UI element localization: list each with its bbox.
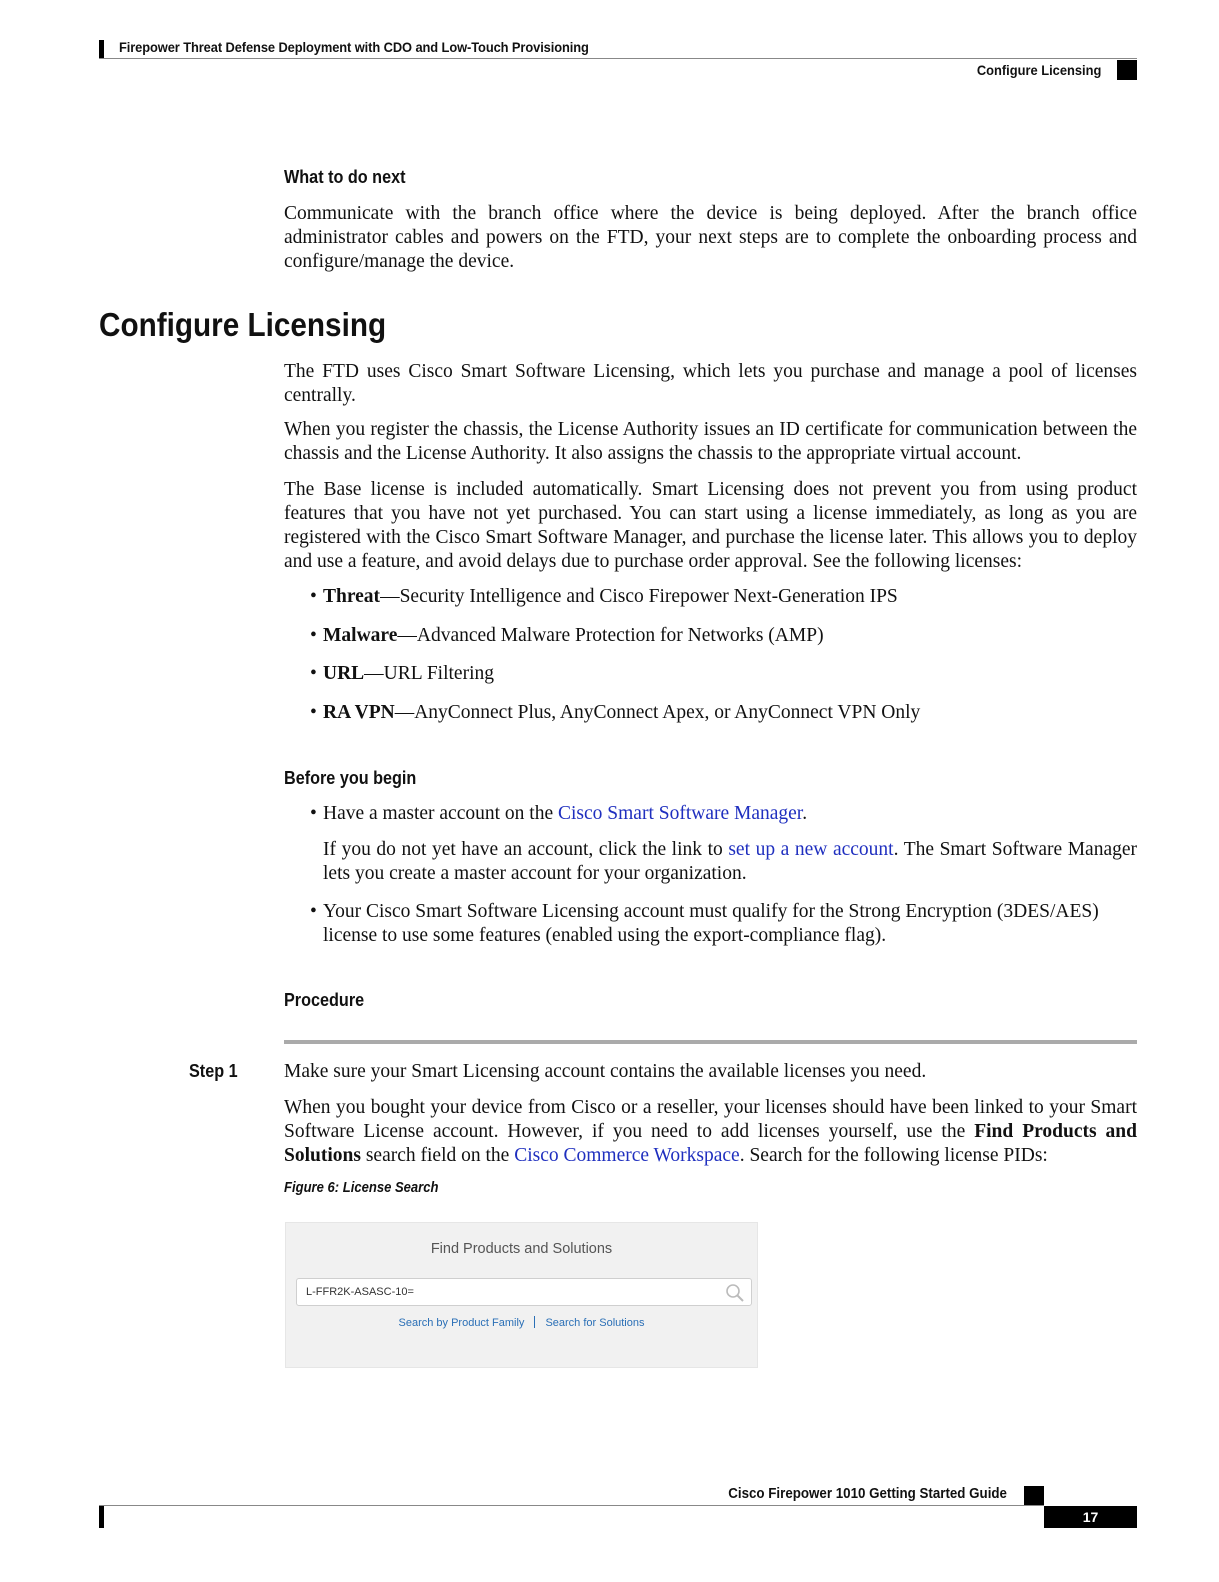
header-doc-title: Firepower Threat Defense Deployment with CDO and Low-Touch Provisioning bbox=[119, 39, 589, 55]
find-products-bold: Find Products and Solutions bbox=[284, 1121, 1137, 1166]
product-search-value: L-FFR2K-ASASC-10= bbox=[306, 1286, 414, 1298]
footer-bar bbox=[99, 1506, 104, 1528]
search-by-product-family-link[interactable]: Search by Product Family bbox=[398, 1317, 525, 1329]
configure-paragraph-3: The Base license is included automatically. Smart Licensing does not prevent you from using product features that you have not yet purchased. You can start using a license immediately, as long as you are registered with the Cisco Smart Software Manager, and purchase the license later. This allows you to deploy and use a feature, and avoid delays due to purchase order approval. See the following licenses: bbox=[284, 479, 1137, 572]
step-paragraph bbox=[284, 1096, 1137, 1168]
section-heading: Configure Licensing bbox=[99, 306, 387, 343]
configure-paragraph-2: When you register the chassis, the License Authority issues an ID certificate for communication between the chassis and the License Authority. It also assigns the chassis to the appropriate virtual account. bbox=[284, 419, 1137, 464]
license-desc: —Advanced Malware Protection for Networks (AMP) bbox=[397, 625, 824, 646]
before-bullet-2: • Your Cisco Smart Software Licensing account must qualify for the Strong Encryption (3DES/AES) license to use some features (enabled using the export-compliance flag). bbox=[310, 901, 1099, 946]
license-search-figure bbox=[285, 1222, 758, 1368]
license-item: • Threat—Security Intelligence and Cisco Firepower Next-Generation IPS bbox=[310, 586, 898, 607]
license-item: • URL—URL Filtering bbox=[310, 663, 494, 684]
license-item: • RA VPN—AnyConnect Plus, AnyConnect Apex, or AnyConnect VPN Only bbox=[310, 702, 921, 723]
before-bullet-1: • Have a master account on the Cisco Smart Software Manager. bbox=[310, 803, 808, 824]
figure-links bbox=[286, 1316, 757, 1329]
footer-rule bbox=[99, 1505, 1044, 1506]
figure-caption: Figure 6: License Search bbox=[284, 1180, 439, 1196]
configure-paragraph-1: The FTD uses Cisco Smart Software Licensing, which lets you purchase and manage a pool of licenses centrally. bbox=[284, 361, 1137, 406]
step-text-part: . Search for the following license PIDs: bbox=[739, 1145, 1048, 1166]
header-rule bbox=[99, 58, 1137, 59]
smart-software-manager-link[interactable]: Cisco Smart Software Manager bbox=[557, 803, 803, 824]
new-account-link[interactable]: set up a new account bbox=[728, 839, 894, 860]
page-number: 17 bbox=[1044, 1506, 1137, 1528]
header-block bbox=[1117, 60, 1137, 80]
step-text-part: When you bought your device from Cisco or a reseller, your licenses should have been linked to your Smart Software License account. However, if you need to add licenses yourself, use the bbox=[284, 1097, 1137, 1142]
license-name: Malware bbox=[323, 625, 398, 646]
search-icon[interactable] bbox=[725, 1283, 745, 1303]
before-sub-paragraph bbox=[323, 838, 1137, 886]
figure-title: Find Products and Solutions bbox=[430, 1241, 613, 1257]
link-separator bbox=[534, 1316, 535, 1328]
license-name: RA VPN bbox=[323, 702, 395, 723]
license-desc: —URL Filtering bbox=[364, 663, 494, 684]
step-text-part: search field on the bbox=[360, 1145, 515, 1166]
what-next-heading: What to do next bbox=[284, 167, 406, 187]
footer-guide-title: Cisco Firepower 1010 Getting Started Guide bbox=[728, 1486, 1007, 1502]
license-desc: —AnyConnect Plus, AnyConnect Apex, or AnyConnect VPN Only bbox=[394, 702, 921, 723]
before-text: . The Smart Software Manager lets you create a master account for your organization. bbox=[323, 839, 1138, 884]
what-next-paragraph: Communicate with the branch office where the device is being deployed. After the branch office administrator cables and powers on the FTD, your next steps are to complete the onboarding process and configure/manage the device. bbox=[284, 203, 1137, 272]
license-desc: —Security Intelligence and Cisco Firepower Next-Generation IPS bbox=[380, 586, 898, 607]
product-search-input[interactable] bbox=[296, 1278, 752, 1306]
before-text: . bbox=[802, 803, 808, 824]
step-text: Make sure your Smart Licensing account contains the available licenses you need. bbox=[284, 1061, 927, 1082]
procedure-rule bbox=[284, 1040, 1137, 1044]
before-heading: Before you begin bbox=[284, 768, 417, 788]
procedure-heading: Procedure bbox=[284, 990, 365, 1010]
before-text: Your Cisco Smart Software Licensing account must qualify for the Strong Encryption (3DES/AES) license to use some features (enabled using the export-compliance flag). bbox=[323, 901, 1099, 946]
header-bar bbox=[99, 40, 104, 58]
footer-block bbox=[1024, 1486, 1044, 1506]
search-for-solutions-link[interactable]: Search for Solutions bbox=[545, 1317, 645, 1329]
license-name: Threat bbox=[323, 586, 381, 607]
before-text: If you do not yet have an account, click the link to bbox=[323, 839, 729, 860]
commerce-workspace-link[interactable]: Cisco Commerce Workspace bbox=[514, 1145, 740, 1166]
before-text: Have a master account on the bbox=[323, 803, 558, 824]
license-name: URL bbox=[323, 663, 365, 684]
step-label: Step 1 bbox=[189, 1061, 238, 1081]
header-section-title: Configure Licensing bbox=[976, 62, 1101, 78]
license-item: • Malware—Advanced Malware Protection for Networks (AMP) bbox=[310, 625, 824, 646]
